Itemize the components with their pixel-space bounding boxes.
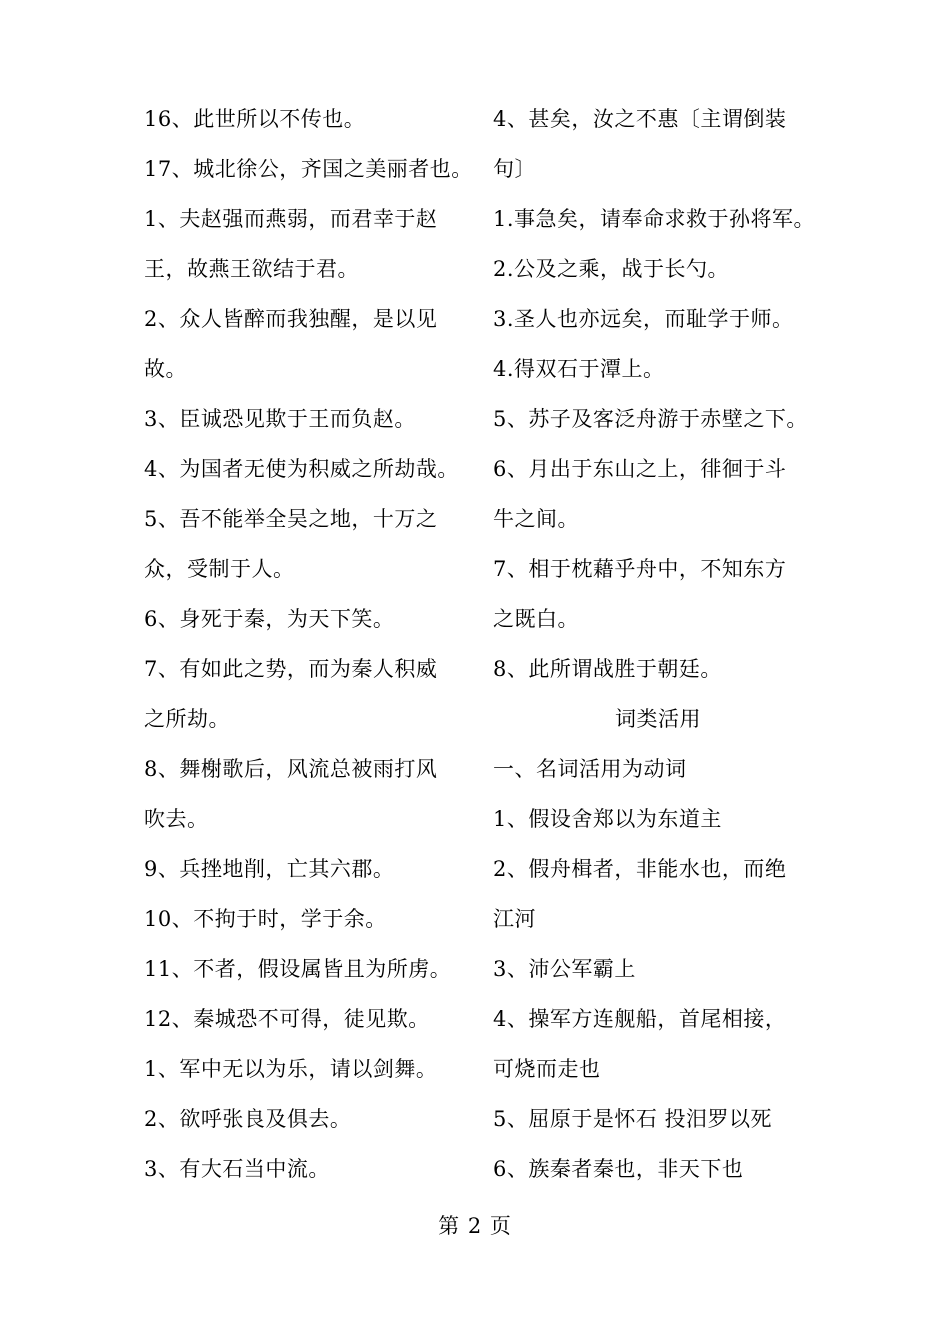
text-line: 1.事急矣，请奉命求救于孙将军。 [493, 207, 816, 231]
text-line: 1、假设舍郑以为东道主 [493, 807, 722, 831]
text-line: 12、秦城恐不可得，徒见欺。 [144, 1007, 430, 1031]
text-line: 10、不拘于时，学于余。 [144, 907, 387, 931]
text-line: 8、此所谓战胜于朝廷。 [493, 657, 722, 681]
text-line: 江河 [493, 907, 536, 931]
text-line: 1、军中无以为乐，请以剑舞。 [144, 1057, 438, 1081]
text-line: 一、名词活用为动词 [493, 757, 687, 781]
text-line: 之所劫。 [144, 707, 230, 731]
text-line: 3、臣诚恐见欺于王而负赵。 [144, 407, 416, 431]
text-line: 2、欲呼张良及俱去。 [144, 1107, 352, 1131]
text-line: 11、不者，假设属皆且为所虏。 [144, 957, 452, 981]
text-line: 句〕 [493, 157, 536, 181]
text-line: 5、屈原于是怀石 投汨罗以死 [493, 1107, 773, 1131]
text-line: 9、兵挫地削，亡其六郡。 [144, 857, 395, 881]
section-heading: 词类活用 [615, 707, 701, 731]
text-line: 可烧而走也 [493, 1057, 601, 1081]
text-line: 故。 [144, 357, 187, 381]
text-line: 牛之间。 [493, 507, 579, 531]
text-line: 吹去。 [144, 807, 209, 831]
text-line: 3、有大石当中流。 [144, 1157, 330, 1181]
text-line: 7、相于枕藉乎舟中，不知东方 [493, 557, 787, 581]
text-line: 5、苏子及客泛舟游于赤壁之下。 [493, 407, 808, 431]
text-line: 王，故燕王欲结于君。 [144, 257, 359, 281]
text-line: 1、夫赵强而燕弱，而君幸于赵 [144, 207, 438, 231]
text-line: 6、月出于东山之上，徘徊于斗 [493, 457, 787, 481]
text-line: 3、沛公军霸上 [493, 957, 636, 981]
left-column [144, 94, 474, 1194]
text-line: 6、族秦者秦也，非天下也 [493, 1157, 744, 1181]
text-line: 4、甚矣，汝之不惠〔主谓倒装 [493, 107, 787, 131]
text-line: 4、为国者无使为积威之所劫哉。 [144, 457, 459, 481]
text-line: 4.得双石于潭上。 [493, 357, 665, 381]
text-line: 16、此世所以不传也。 [144, 107, 366, 131]
text-line: 众，受制于人。 [144, 557, 295, 581]
text-line: 2、众人皆醉而我独醒，是以见 [144, 307, 438, 331]
text-line: 7、有如此之势，而为秦人积威 [144, 657, 438, 681]
text-line: 2.公及之乘，战于长勺。 [493, 257, 730, 281]
text-line: 6、身死于秦，为天下笑。 [144, 607, 395, 631]
page-number: 第 2 页 [438, 1214, 512, 1238]
text-line: 17、城北徐公，齐国之美丽者也。 [144, 157, 473, 181]
right-column [493, 94, 823, 1194]
text-line: 4、操军方连舰船，首尾相接， [493, 1007, 787, 1031]
text-line: 之既白。 [493, 607, 579, 631]
text-line: 3.圣人也亦远矣，而耻学于师。 [493, 307, 794, 331]
text-line: 8、舞榭歌后，风流总被雨打风 [144, 757, 438, 781]
text-line: 5、吾不能举全吴之地，十万之 [144, 507, 438, 531]
text-line: 2、假舟楫者，非能水也，而绝 [493, 857, 787, 881]
